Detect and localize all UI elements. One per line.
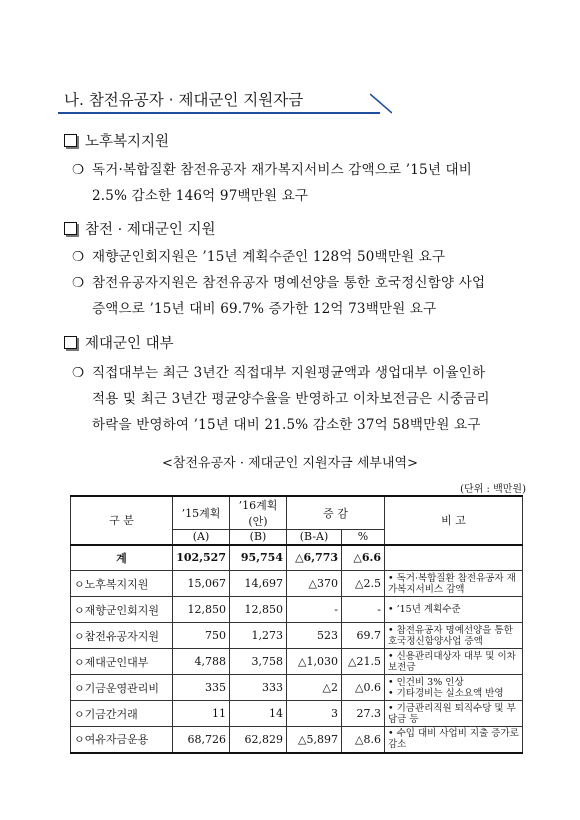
cell-a: 12,850 — [173, 597, 230, 623]
cell-diff: △6,773 — [287, 545, 342, 571]
cell-name: ㅇ여유자금운용 — [71, 727, 173, 753]
bullet-line: 2.5% 감소한 146억 97백만원 요구 — [92, 188, 309, 204]
bullet-line: 독거·복합질환 참전유공자 재가복지서비스 감액으로 ’15년 대비 — [92, 162, 473, 178]
cell-pct: △8.6 — [342, 727, 385, 753]
cell-diff: △1,030 — [287, 649, 342, 675]
cell-diff: △370 — [287, 571, 342, 597]
cell-b: 14 — [230, 701, 287, 727]
circle-bullet-icon: ❍ — [72, 162, 85, 178]
header-plan15-sub: (A) — [173, 530, 230, 545]
checkbox-square-icon — [64, 134, 77, 147]
cell-name: ㅇ기금운영관리비 — [71, 675, 173, 701]
cell-b: 1,273 — [230, 623, 287, 649]
cell-diff: 523 — [287, 623, 342, 649]
section-heading — [64, 218, 216, 239]
funding-detail-table — [70, 495, 523, 754]
header-change: 증 감 — [287, 496, 385, 530]
section-heading-text: 제대군인 대부 — [85, 336, 174, 352]
cell-pct: 27.3 — [342, 701, 385, 727]
cell-name: ㅇ재향군인회지원 — [71, 597, 173, 623]
header-diff: (B-A) — [287, 530, 342, 545]
cell-a: 750 — [173, 623, 230, 649]
cell-a: 68,726 — [173, 727, 230, 753]
bullet-item — [72, 360, 532, 438]
cell-note: • 참전유공자 명예선양을 통한 호국정신함양사업 증액 — [385, 623, 523, 649]
cell-b: 14,697 — [230, 571, 287, 597]
table-row — [71, 701, 523, 727]
cell-name: ㅇ제대군인대부 — [71, 649, 173, 675]
cell-b: 62,829 — [230, 727, 287, 753]
cell-diff: 3 — [287, 701, 342, 727]
table-row — [71, 571, 523, 597]
checkbox-square-icon — [64, 336, 77, 349]
header-plan16: ’16계획(안) — [230, 496, 287, 530]
cell-name: ㅇ노후복지지원 — [71, 571, 173, 597]
section-heading-text: 노후복지지원 — [85, 134, 170, 150]
table-row-total — [71, 545, 523, 571]
bullet-line: 직접대부는 최근 3년간 직접대부 지원평균액과 생업대부 이율인하 — [92, 365, 486, 381]
checkbox-square-icon — [64, 222, 77, 235]
cell-note: • 수입 대비 사업비 지출 증가로 감소 — [385, 727, 523, 753]
header-remarks: 비 고 — [385, 496, 523, 545]
cell-note — [385, 545, 523, 571]
cell-pct: 69.7 — [342, 623, 385, 649]
table-caption: <참전유공자 · 제대군인 지원자금 세부내역> — [162, 456, 418, 471]
cell-a: 15,067 — [173, 571, 230, 597]
cell-note: • 인건비 3% 인상 • 기타경비는 실소요액 반영 — [385, 675, 523, 701]
cell-diff: - — [287, 597, 342, 623]
circle-bullet-icon: ❍ — [72, 275, 85, 291]
cell-pct: - — [342, 597, 385, 623]
bullet-line: 적용 및 최근 3년간 평균양수율을 반영하고 이차보전금은 시중금리 — [92, 391, 490, 407]
cell-diff: △2 — [287, 675, 342, 701]
bullet-line: 참전유공자지원은 참전유공자 명예선양을 통한 호국정신함양 사업 — [92, 275, 486, 291]
cell-plan16: 95,754 — [230, 545, 287, 571]
table-row — [71, 727, 523, 753]
cell-pct: △6.6 — [342, 545, 385, 571]
unit-label: (단위 : 백만원) — [460, 484, 526, 495]
cell-note: • ’15년 계획수준 — [385, 597, 523, 623]
bullet-item — [72, 270, 532, 322]
title-slash-decoration — [370, 92, 392, 114]
cell-pct: △0.6 — [342, 675, 385, 701]
cell-b: 12,850 — [230, 597, 287, 623]
bullet-line: 재향군인회지원은 ’15년 계획수준인 128억 50백만원 요구 — [92, 249, 446, 265]
cell-note: • 독거·복합질환 참전유공자 재가복지서비스 감액 — [385, 571, 523, 597]
bullet-item — [72, 244, 532, 270]
header-pct: % — [342, 530, 385, 545]
cell-diff: △5,897 — [287, 727, 342, 753]
cell-note: • 신용관리대상자 대부 및 이차보전금 — [385, 649, 523, 675]
bullet-item — [72, 157, 532, 209]
cell-a: 335 — [173, 675, 230, 701]
cell-pct: △21.5 — [342, 649, 385, 675]
cell-a: 11 — [173, 701, 230, 727]
cell-note: • 기금관리직원 퇴직수당 및 부담금 등 — [385, 701, 523, 727]
cell-b: 333 — [230, 675, 287, 701]
section-heading-text: 참전 · 제대군인 지원 — [85, 222, 216, 238]
table-row — [71, 675, 523, 701]
circle-bullet-icon: ❍ — [72, 365, 85, 381]
cell-name: 계 — [71, 545, 173, 571]
circle-bullet-icon: ❍ — [72, 249, 85, 265]
cell-b: 3,758 — [230, 649, 287, 675]
table-row — [71, 597, 523, 623]
header-category: 구 분 — [71, 496, 173, 545]
page-title: 나. 참전유공자 · 제대군인 지원자금 — [64, 91, 304, 109]
cell-pct: △2.5 — [342, 571, 385, 597]
cell-plan15: 102,527 — [173, 545, 230, 571]
cell-name: ㅇ기금간거래 — [71, 701, 173, 727]
section-heading — [64, 130, 169, 151]
header-plan16-sub: (B) — [230, 530, 287, 545]
cell-a: 4,788 — [173, 649, 230, 675]
cell-name: ㅇ참전유공자지원 — [71, 623, 173, 649]
bullet-line: 증액으로 ’15년 대비 69.7% 증가한 12억 73백만원 요구 — [92, 301, 437, 317]
title-underline — [58, 112, 380, 114]
table-row — [71, 649, 523, 675]
bullet-line: 하락을 반영하여 ’15년 대비 21.5% 감소한 37억 58백만원 요구 — [92, 417, 481, 433]
header-plan15: ’15계획 — [173, 496, 230, 530]
table-row — [71, 623, 523, 649]
section-heading — [64, 332, 174, 353]
